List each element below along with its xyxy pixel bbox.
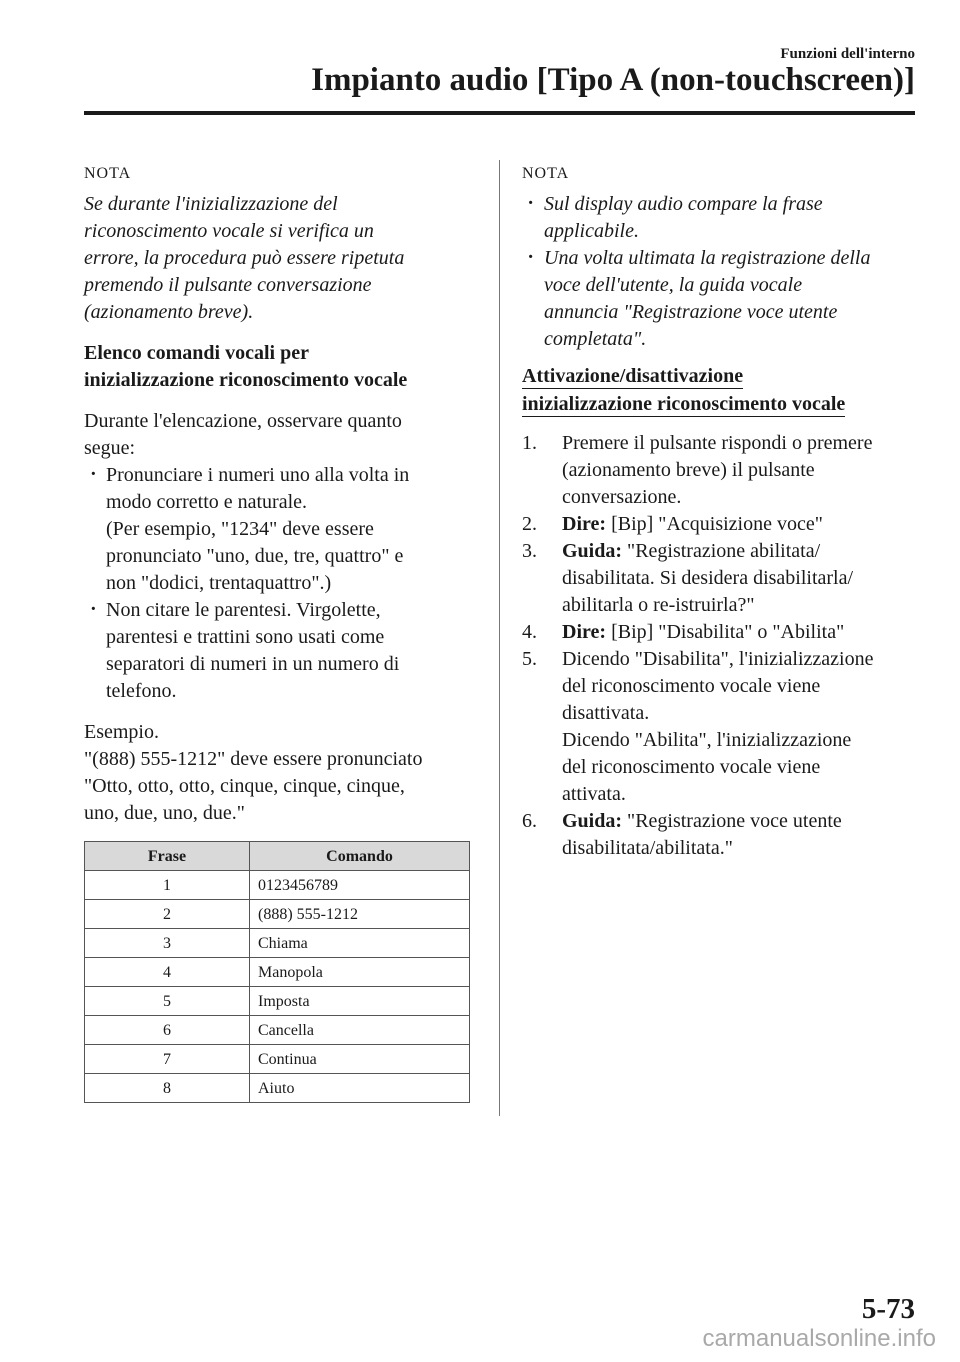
- watermark: carmanualsonline.info: [702, 1325, 936, 1352]
- step-line: "Registrazione voce utente: [627, 810, 842, 832]
- column-divider: [499, 160, 500, 1116]
- note-line: completata".: [544, 328, 647, 350]
- intro-line: Durante l'elencazione, osservare quanto: [84, 410, 402, 432]
- table-cell-phrase: 6: [85, 1016, 250, 1045]
- step-item: [522, 511, 918, 538]
- section-subheading: [522, 363, 918, 418]
- step-line: conversazione.: [562, 486, 682, 508]
- table-cell-phrase: 1: [85, 871, 250, 900]
- step-number: 4.: [522, 621, 537, 643]
- bullet-line: modo corretto e naturale.: [106, 491, 308, 513]
- example-line: Esempio.: [84, 721, 159, 743]
- note-bullet-item: [522, 245, 918, 353]
- table-cell-phrase: 7: [85, 1045, 250, 1074]
- step-item: [522, 430, 918, 511]
- note-line: riconoscimento vocale si verifica un: [84, 220, 374, 242]
- header-section: Funzioni dell'interno: [780, 46, 915, 62]
- table-row: [85, 1074, 470, 1103]
- command-table: [84, 841, 470, 1103]
- step-line: Dicendo "Disabilita", l'inizializzazione: [562, 648, 874, 670]
- note-line: applicabile.: [544, 220, 639, 242]
- step-label: Dire:: [562, 621, 607, 643]
- note-text: [84, 191, 476, 326]
- step-line: [Bip] "Disabilita" o "Abilita": [611, 621, 845, 643]
- note-block: [522, 160, 918, 353]
- step-line: (azionamento breve) il pulsante: [562, 459, 815, 481]
- table-cell-command: Imposta: [250, 987, 470, 1016]
- page-title: Impianto audio [Tipo A (non-touchscreen)]: [311, 62, 915, 98]
- step-line: "Registrazione abilitata/: [627, 540, 821, 562]
- intro-paragraph: [84, 408, 476, 462]
- section-heading: [84, 340, 476, 394]
- note-line: premendo il pulsante conversazione: [84, 274, 372, 296]
- bullet-line: pronunciato "uno, due, tre, quattro" e: [106, 545, 404, 567]
- note-line: Sul display audio compare la frase: [544, 193, 823, 215]
- step-label: Guida:: [562, 810, 623, 832]
- step-list: [522, 430, 918, 862]
- table-cell-phrase: 5: [85, 987, 250, 1016]
- step-line: Premere il pulsante rispondi o premere: [562, 432, 873, 454]
- note-block: [84, 160, 476, 326]
- table-row: [85, 871, 470, 900]
- table-cell-phrase: 4: [85, 958, 250, 987]
- bullet-list: [84, 462, 476, 705]
- note-line: Se durante l'inizializzazione del: [84, 193, 338, 215]
- table-row: [85, 929, 470, 958]
- bullet-line: Non citare le parentesi. Virgolette,: [106, 599, 381, 621]
- table-cell-command: 0123456789: [250, 871, 470, 900]
- step-line: abilitarla o re-istruirla?": [562, 594, 755, 616]
- page-number: 5-73: [861, 1293, 915, 1325]
- step-line: [Bip] "Acquisizione voce": [611, 513, 823, 535]
- note-line: voce dell'utente, la guida vocale: [544, 274, 803, 296]
- left-column: [84, 160, 476, 1103]
- step-label: Dire:: [562, 513, 607, 535]
- table-cell-command: Manopola: [250, 958, 470, 987]
- intro-line: segue:: [84, 437, 136, 459]
- step-line: disabilitata/abilitata.": [562, 837, 733, 859]
- table-row: [85, 1016, 470, 1045]
- note-bullet-item: [522, 191, 918, 245]
- step-number: 5.: [522, 648, 537, 670]
- table-header-phrase: Frase: [85, 842, 250, 871]
- table-cell-command: Cancella: [250, 1016, 470, 1045]
- header-rule: [84, 111, 915, 115]
- note-bullet-list: [522, 191, 918, 353]
- table-cell-phrase: 2: [85, 900, 250, 929]
- note-line: annuncia "Registrazione voce utente: [544, 301, 838, 323]
- step-item: [522, 619, 918, 646]
- note-label: NOTA: [522, 165, 570, 182]
- step-number: 1.: [522, 432, 537, 454]
- example-line: "Otto, otto, otto, cinque, cinque, cinque,: [84, 775, 405, 797]
- table-header-row: [85, 842, 470, 871]
- step-line: del riconoscimento vocale viene: [562, 756, 821, 778]
- step-line: disattivata.: [562, 702, 650, 724]
- example-paragraph: [84, 719, 476, 827]
- note-line: Una volta ultimata la registrazione della: [544, 247, 871, 269]
- table-row: [85, 958, 470, 987]
- subheading-line: Attivazione/disattivazione: [522, 365, 744, 387]
- table-cell-command: Chiama: [250, 929, 470, 958]
- table-cell-phrase: 3: [85, 929, 250, 958]
- bullet-line: (Per esempio, "1234" deve essere: [106, 518, 374, 540]
- step-label: Guida:: [562, 540, 623, 562]
- table-cell-command: Continua: [250, 1045, 470, 1074]
- note-label: NOTA: [84, 165, 132, 182]
- bullet-item: [84, 462, 476, 597]
- step-number: 2.: [522, 513, 537, 535]
- heading-line: inizializzazione riconoscimento vocale: [84, 369, 408, 391]
- heading-line: Elenco comandi vocali per: [84, 342, 309, 364]
- step-line: del riconoscimento vocale viene: [562, 675, 821, 697]
- bullet-line: non "dodici, trentaquattro".): [106, 572, 332, 594]
- table-header-command: Comando: [250, 842, 470, 871]
- right-column: [522, 160, 918, 862]
- table-row: [85, 900, 470, 929]
- table-row: [85, 1045, 470, 1074]
- table-cell-phrase: 8: [85, 1074, 250, 1103]
- step-line: attivata.: [562, 783, 626, 805]
- bullet-item: [84, 597, 476, 705]
- table-cell-command: Aiuto: [250, 1074, 470, 1103]
- step-item: [522, 538, 918, 619]
- table-row: [85, 987, 470, 1016]
- bullet-line: separatori di numeri in un numero di: [106, 653, 400, 675]
- step-item: [522, 808, 918, 862]
- step-number: 6.: [522, 810, 537, 832]
- step-line: Dicendo "Abilita", l'inizializzazione: [562, 729, 852, 751]
- example-line: "(888) 555-1212" deve essere pronunciato: [84, 748, 423, 770]
- step-number: 3.: [522, 540, 537, 562]
- step-line: disabilitata. Si desidera disabilitarla/: [562, 567, 854, 589]
- bullet-line: Pronunciare i numeri uno alla volta in: [106, 464, 410, 486]
- bullet-line: parentesi e trattini sono usati come: [106, 626, 385, 648]
- table-cell-command: (888) 555-1212: [250, 900, 470, 929]
- note-line: (azionamento breve).: [84, 301, 254, 323]
- subheading-line: inizializzazione riconoscimento vocale: [522, 393, 846, 415]
- step-item: [522, 646, 918, 808]
- example-line: uno, due, uno, due.": [84, 802, 245, 824]
- bullet-line: telefono.: [106, 680, 177, 702]
- note-line: errore, la procedura può essere ripetuta: [84, 247, 405, 269]
